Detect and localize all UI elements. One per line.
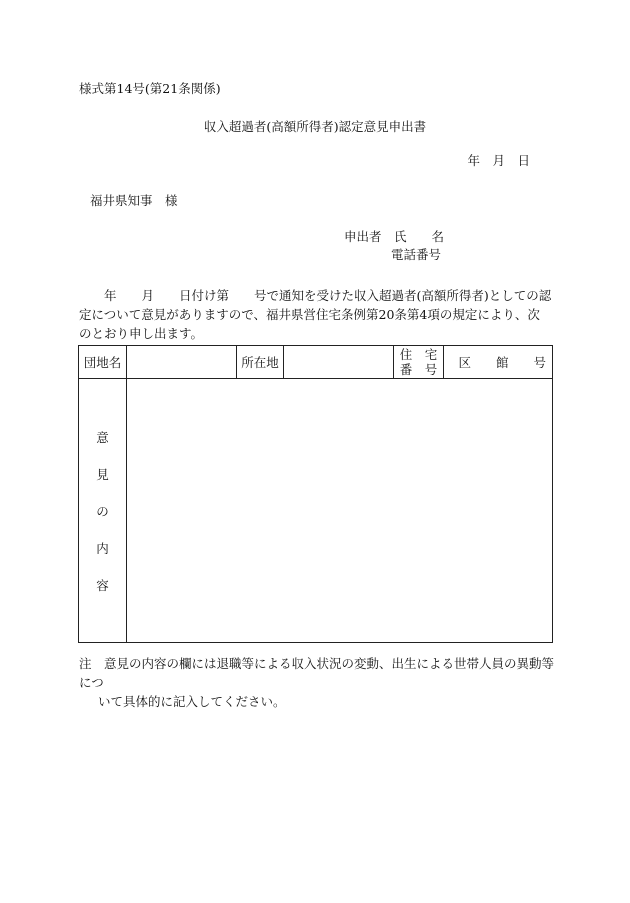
- footnote: [79, 654, 559, 711]
- applicant-phone-label: 電話番号: [391, 247, 442, 262]
- house-number-label: [394, 346, 444, 379]
- footnote-line-2: いて具体的に記入してください。: [98, 694, 286, 709]
- opinion-row: [79, 379, 553, 643]
- danchi-label: 団地名: [79, 346, 127, 379]
- addressee: 福井県知事 様: [90, 193, 178, 208]
- form-number: 様式第14号(第21条関係): [79, 81, 221, 96]
- opinion-label: [79, 379, 127, 643]
- footnote-line-1: 注 意見の内容の欄には退職等による収入状況の変動、出生による世帯人員の異動等につ: [79, 656, 555, 690]
- opinion-form-table: [78, 345, 553, 643]
- house-label-bottom: 番 号: [399, 362, 438, 377]
- house-number-field[interactable]: [444, 346, 553, 379]
- opinion-char: 意: [96, 429, 109, 445]
- opinion-char: 容: [96, 577, 109, 593]
- applicant-block: [344, 231, 444, 267]
- opinion-char: 見: [96, 466, 109, 482]
- house-label-top: 住 宅: [399, 347, 438, 362]
- opinion-char: の: [96, 503, 109, 519]
- ku-kan-go-label: 区 館 号: [458, 355, 546, 370]
- location-field[interactable]: [284, 346, 394, 379]
- applicant-name-label: 申出者 氏 名: [344, 229, 445, 244]
- location-label: 所在地: [237, 346, 284, 379]
- opinion-field[interactable]: [127, 379, 553, 643]
- body-paragraph: 年 月 日付け第 号で通知を受けた収入超過者(高額所得者)としての認定について意見がありますので、福井県営住宅条例第20条第4項の規定により、次のとおり申し出ます。: [79, 288, 552, 341]
- opinion-char: 内: [96, 540, 109, 556]
- form-header-row: [79, 346, 553, 379]
- date-line: 年 月 日: [467, 153, 530, 168]
- form-title: 収入超過者(高額所得者)認定意見申出書: [203, 119, 427, 134]
- danchi-field[interactable]: [127, 346, 237, 379]
